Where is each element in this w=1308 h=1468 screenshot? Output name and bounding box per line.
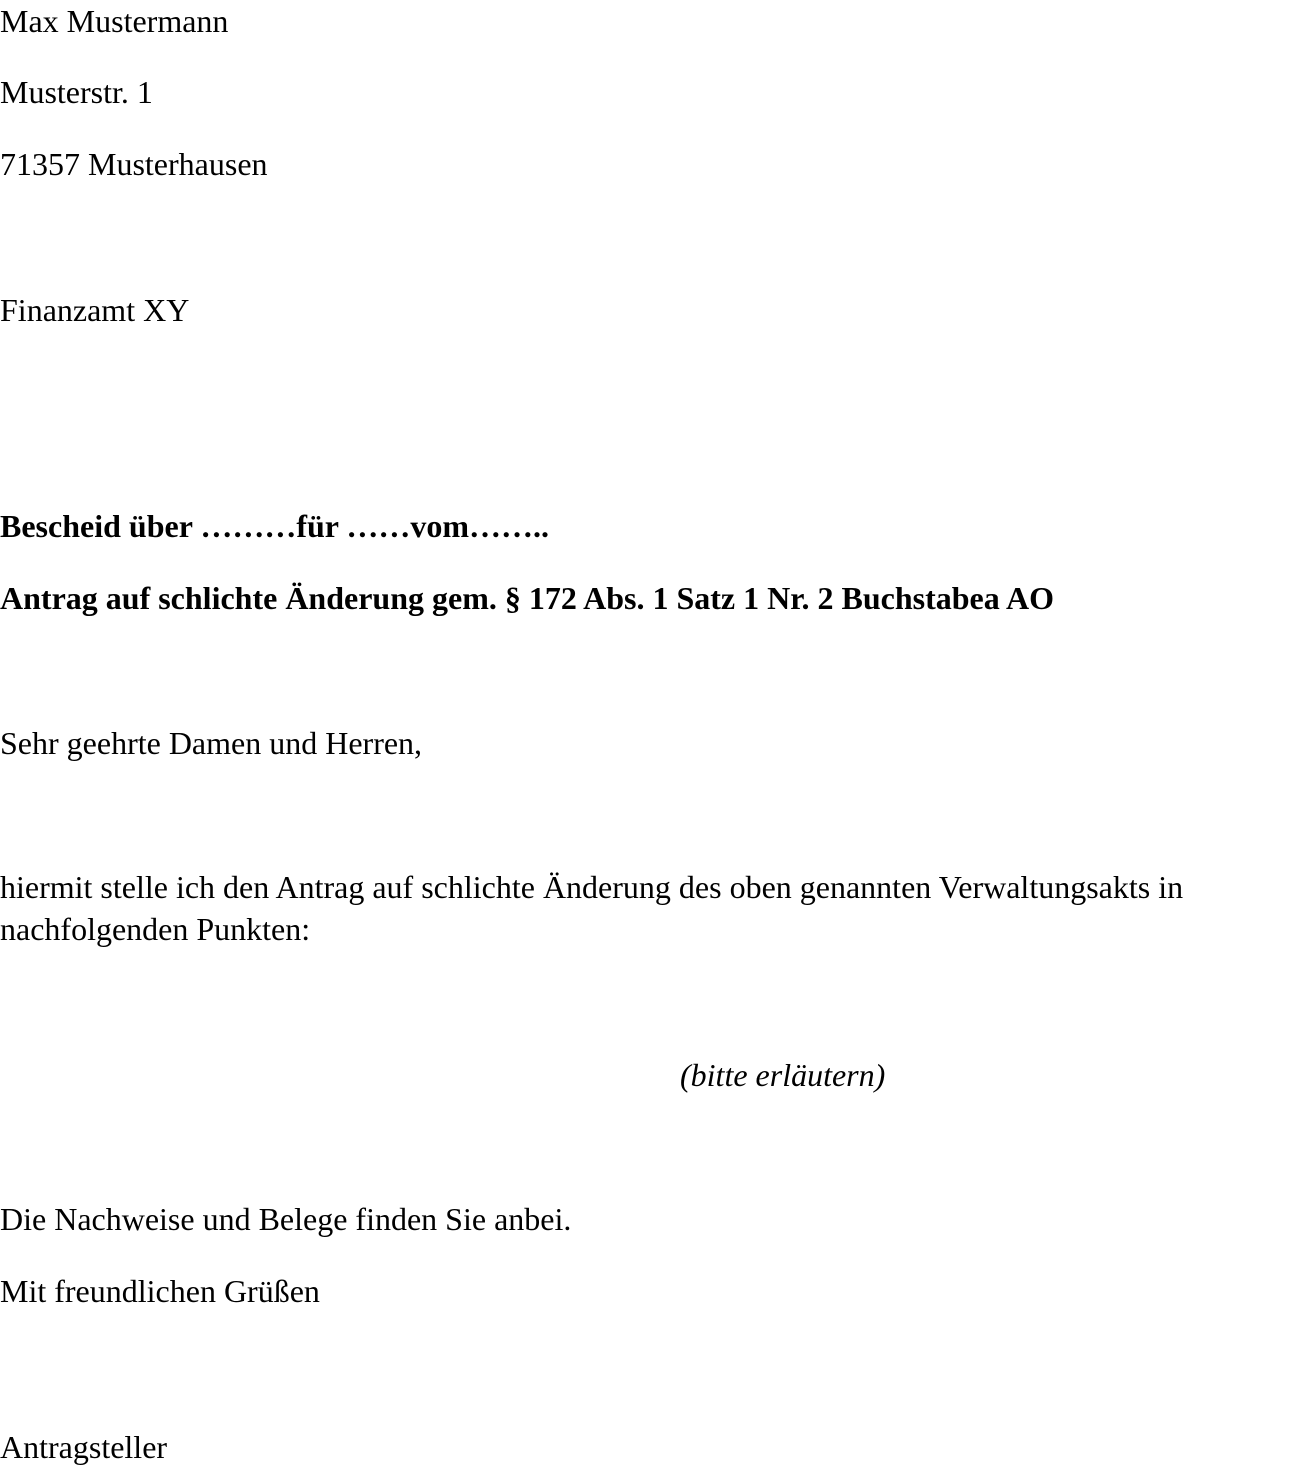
sender-street: Musterstr. 1 [0, 74, 153, 110]
evidence-sentence: Die Nachweise und Belege finden Sie anbei. [0, 1201, 572, 1237]
recipient-name: Finanzamt XY [0, 292, 190, 328]
sender-name: Max Mustermann [0, 3, 229, 39]
request-paragraph-line-1: hiermit stelle ich den Antrag auf schlichte Änderung des oben genannten Verwaltungsakts in [0, 869, 1184, 905]
explanation-placeholder: (bitte erläutern) [680, 1057, 886, 1093]
closing-phrase: Mit freundlichen Grüßen [0, 1273, 320, 1309]
signature-label: Antragsteller [0, 1429, 168, 1465]
subject-line-2: Antrag auf schlichte Änderung gem. § 172 Abs. 1 Satz 1 Nr. 2 Buchstabea AO [0, 580, 1054, 616]
request-paragraph-line-2: nachfolgenden Punkten: [0, 911, 311, 947]
salutation: Sehr geehrte Damen und Herren, [0, 725, 423, 761]
sender-city: 71357 Musterhausen [0, 146, 268, 182]
subject-line-1: Bescheid über ………für ……vom…….. [0, 508, 550, 544]
